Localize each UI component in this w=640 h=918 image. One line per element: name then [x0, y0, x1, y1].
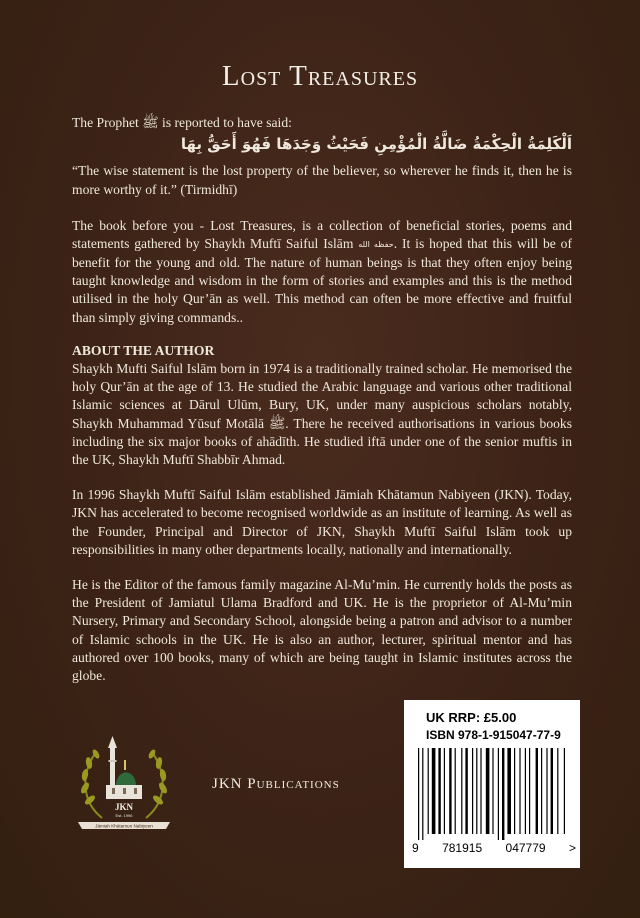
barcode-digit-right: 047779: [505, 841, 546, 855]
publisher-name: JKN Publications: [212, 776, 340, 792]
logo-banner: [78, 822, 170, 829]
hadith-intro: The Prophet ﷺ is reported to have said:: [72, 115, 292, 130]
book-description-end: . It is hoped that this will be of benefit for the young and old. The nature of human beings is that they often enjoy being taught knowledge and wisdom in the form of stories and examples and this is the method utilised in the holy Qur’ān as well. This method can often be more effective and fruitful than simply giving commands..: [72, 236, 572, 325]
price-label: UK RRP: £5.00: [426, 710, 517, 725]
author-bio-1: Shaykh Mufti Saiful Islām born in 1974 is a traditionally trained scholar. He memorised the holy Qur’ān at the age of 13. He studied the Arabic language and various other traditional Islamic sciences at Dārul Ulūm, Bury, UK, under many auspicious scholars notably, Shaykh Muhammad Yūsuf Motālā ﷺ. There he received authorisations in various books including the six major books of ahādīth. He studied iftā under one of the senior muftis in the UK, Shaykh Muftī Shabbīr Ahmad.: [72, 361, 572, 468]
logo-initials: JKN: [115, 802, 133, 812]
book-description-start: The book before you - Lost Treasures, is a collection of beneficial stories, poems and statements gathered by Shaykh Muftī Saiful Islām: [72, 217, 572, 252]
book-description: [72, 217, 572, 327]
honorific: حفظه الله: [358, 239, 394, 249]
barcode-digit-left: 781915: [442, 841, 483, 855]
logo-year: Est. 1996: [115, 813, 133, 818]
arabic-hadith: اَلْكَلِمَةُ الْحِكْمَةُ ضَالَّةُ الْمُؤْمِنِ فَحَيْثُ وَجَدَهَا فَهُوَ أَحَقُّ بِهَا: [180, 135, 572, 154]
barcode-digits: [412, 841, 576, 855]
barcode-panel: [404, 700, 580, 868]
jkn-logo: [72, 730, 176, 834]
barcode-digit-end: >: [568, 841, 576, 855]
book-title: Lost Treasures: [221, 60, 419, 92]
author-bio-2: In 1996 Shaykh Muftī Saiful Islām established Jāmiah Khātamun Nabiyeen (JKN). Today, JKN has accelerated to become recognised worldwide as an institute of learning. As well as the Founder, Principal and Director of JKN, Shaykh Muftī Saiful Islām took up responsibilities in many other departments locally, nationally and internationally.: [72, 487, 572, 557]
barcode-icon: [416, 748, 568, 840]
blurb-content: [72, 114, 572, 685]
barcode-digit-lead: 9: [412, 841, 419, 855]
isbn-label: ISBN 978-1-915047-77-9: [426, 728, 561, 742]
author-bio-3: He is the Editor of the famous family magazine Al-Mu’min. He currently holds the posts as the President of Jamiatul Ulama Bradford and UK. He is the proprietor of Al-Mu’min Nursery, Primary and Secondary School, alongside being a patron and advisor to a number of Islamic schools in the UK. He is also an author, lecturer, spiritual mentor and has authored over 100 books, many of which are being taught in Islamic institutes across the globe.: [72, 577, 572, 684]
logo-banner-text: Jāmiah Khātamun Nabiyeen: [95, 823, 153, 829]
about-author-heading: ABOUT THE AUTHOR: [72, 342, 215, 358]
minaret-icon: [108, 736, 117, 786]
hadith-translation: “The wise statement is the lost property of the believer, so wherever he finds it, then he is more worthy of it.” (Tirmidhī): [72, 163, 572, 197]
